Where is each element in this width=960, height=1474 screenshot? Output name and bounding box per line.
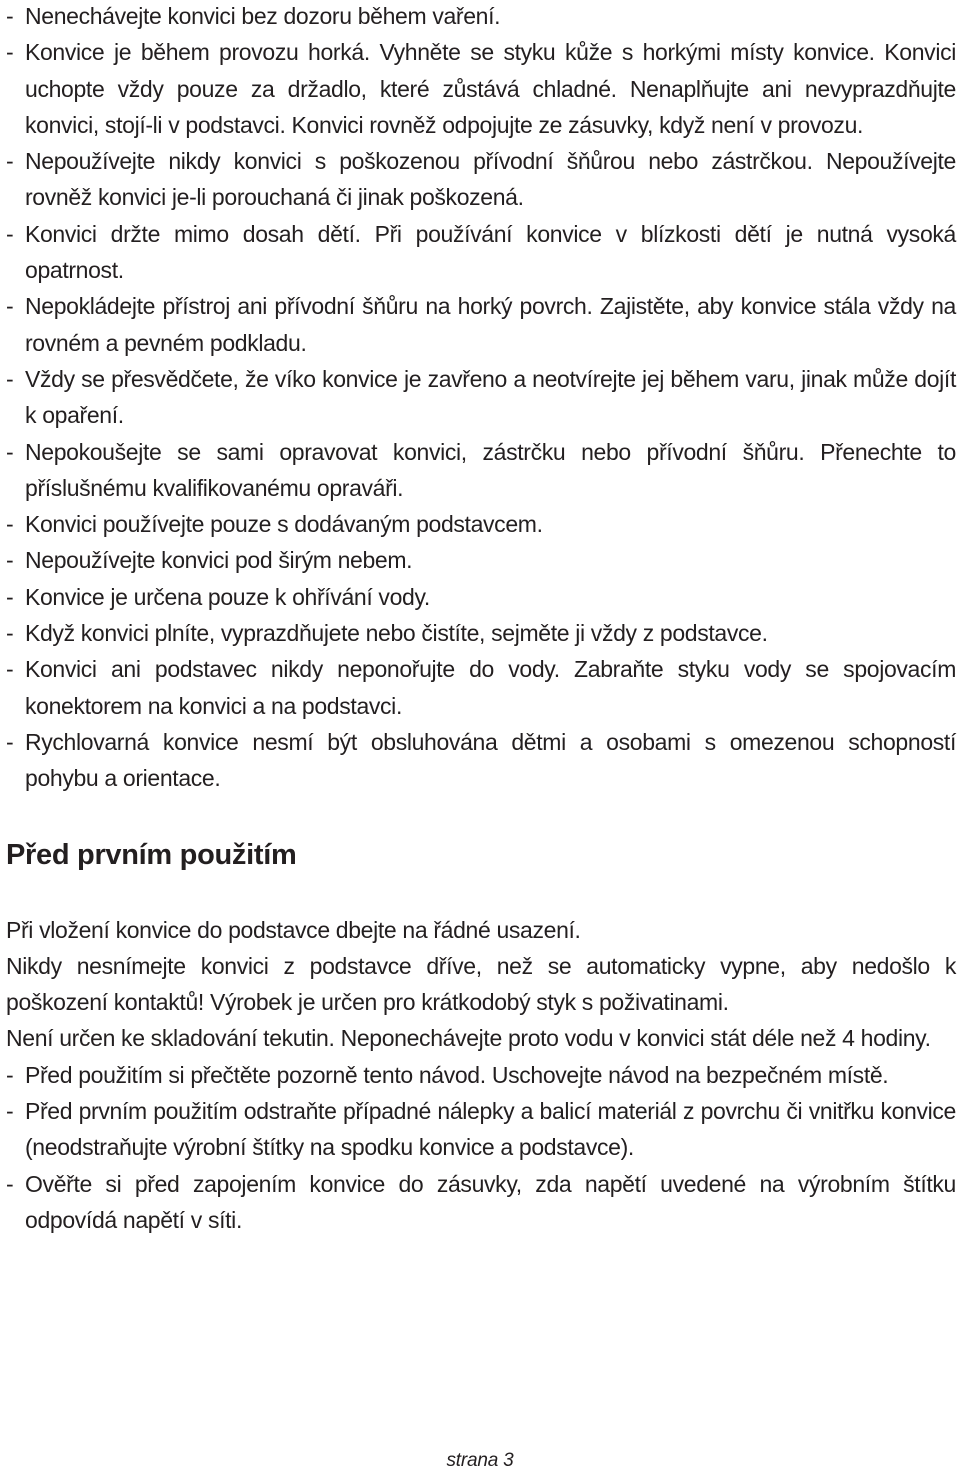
list-item: [6, 506, 956, 542]
safety-list: [6, 0, 956, 797]
list-item-text: Nepoužívejte konvici pod širým nebem.: [25, 547, 413, 574]
list-item: [6, 724, 956, 797]
list-dash: -: [6, 1061, 14, 1088]
list-item: [6, 361, 956, 434]
paragraph: Při vložení konvice do podstavce dbejte na řádné usazení.: [6, 916, 581, 943]
list-item-text: Ověřte si před zapojením konvice do zásuvky, zda napětí uvedené na výrobním štítku odpovídá napětí v síti.: [25, 1170, 956, 1233]
paragraph: Není určen ke skladování tekutin. Neponechávejte proto vodu v konvici stát déle než 4 hodiny.: [6, 1025, 931, 1052]
list-dash: -: [6, 220, 14, 247]
list-dash: -: [6, 365, 14, 392]
list-item-text: Rychlovarná konvice nesmí být obsluhována dětmi a osobami s omezenou schopností pohybu a orientace.: [25, 728, 956, 792]
first-use-list: [6, 1057, 956, 1238]
list-item-text: Nepokoušejte se sami opravovat konvici, zástrčku nebo přívodní šňůru. Přenechte to příslušnému kvalifikovanému opraváři.: [25, 438, 956, 501]
list-item: [6, 216, 956, 289]
list-item: [6, 0, 956, 34]
list-item-text: Konvici používejte pouze s dodávaným podstavcem.: [25, 511, 543, 538]
list-dash: -: [6, 620, 14, 647]
list-dash: -: [6, 438, 14, 465]
list-item-text: Nepoužívejte nikdy konvici s poškozenou přívodní šňůrou nebo zástrčkou. Nepoužívejte rovněž konvici je-li porouchaná či jinak poškozená.: [25, 148, 956, 211]
list-item-text: Před prvním použitím odstraňte případné nálepky a balicí materiál z povrchu či vnitřku konvice (neodstraňujte výrobní štítky na spodku konvice a podstavce).: [25, 1098, 956, 1161]
list-item: [6, 1057, 956, 1093]
list-item: [6, 579, 956, 615]
list-dash: -: [6, 656, 14, 683]
list-dash: -: [6, 39, 14, 66]
list-dash: -: [6, 1170, 14, 1197]
list-dash: -: [6, 3, 14, 29]
list-item-text: Konvice je během provozu horká. Vyhněte se styku kůže s horkými místy konvice. Konvici uchopte vždy pouze za držadlo, které zůstává chladné. Nenaplňujte ani nevyprazdňujte konvici, stojí-li v podstavci. Konvici rovněž odpojujte ze zásuvky, když není v provozu.: [25, 39, 956, 138]
list-dash: -: [6, 293, 14, 320]
list-item-text: Konvici držte mimo dosah dětí. Při používání konvice v blízkosti dětí je nutná vysoká opatrnost.: [25, 220, 956, 284]
list-item-text: Vždy se přesvědčete, že víko konvice je zavřeno a neotvírejte jej během varu, jinak může dojít k opaření.: [25, 365, 956, 429]
page-number: strana 3: [446, 1450, 514, 1471]
paragraph: Nikdy nesnímejte konvici z podstavce dříve, než se automaticky vypne, aby nedošlo k poškození kontaktů! Výrobek je určen pro krátkodobý styk s poživatinami.: [6, 952, 956, 1016]
list-item-text: Před použitím si přečtěte pozorně tento návod. Uschovejte návod na bezpečném místě.: [25, 1061, 889, 1088]
list-item-text: Nenechávejte konvici bez dozoru během vaření.: [25, 3, 501, 29]
section-heading: Před prvním použitím: [6, 838, 297, 871]
list-dash: -: [6, 728, 14, 755]
list-dash: -: [6, 547, 14, 574]
list-item-text: Když konvici plníte, vyprazdňujete nebo čistíte, sejměte ji vždy z podstavce.: [25, 620, 768, 647]
list-item: [6, 34, 956, 143]
list-item-text: Konvici ani podstavec nikdy neponořujte do vody. Zabraňte styku vody se spojovacím konektorem na konvici a na podstavci.: [25, 656, 956, 719]
section-intro: [6, 912, 956, 1057]
list-item-text: Nepokládejte přístroj ani přívodní šňůru na horký povrch. Zajistěte, aby konvice stála vždy na rovném a pevném podkladu.: [25, 293, 956, 356]
list-item: [6, 1166, 956, 1239]
list-item: [6, 143, 956, 216]
list-item: [6, 434, 956, 507]
list-item: [6, 288, 956, 361]
list-item: [6, 542, 956, 578]
document-page: [6, 0, 956, 1238]
list-dash: -: [6, 1098, 14, 1125]
list-item: [6, 615, 956, 651]
list-item: [6, 651, 956, 724]
list-dash: -: [6, 511, 14, 538]
list-dash: -: [6, 583, 14, 610]
list-item: [6, 1093, 956, 1166]
list-item-text: Konvice je určena pouze k ohřívání vody.: [25, 583, 430, 610]
list-dash: -: [6, 148, 14, 175]
